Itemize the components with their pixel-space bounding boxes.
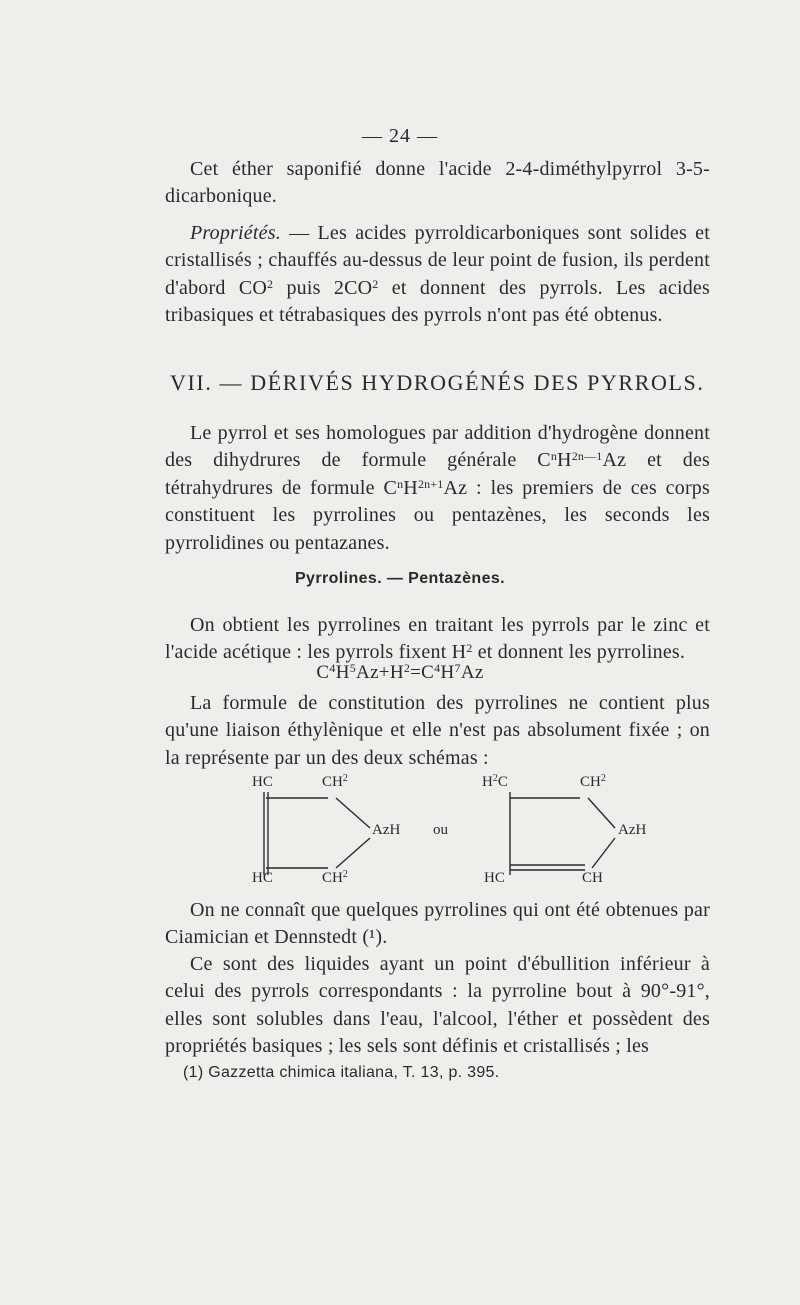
properties-sup-2: 2 <box>372 276 379 291</box>
right-top-right-label: $CH^2$ <box>580 773 606 790</box>
properties-sup-1: 2 <box>267 276 274 291</box>
intro-paragraph: Cet éther saponifié donne l'acide 2-4-diméthylpyrrol 3-5-dicarbonique. <box>165 158 710 208</box>
obtain-sup-1: 2 <box>466 641 473 656</box>
eq-az1: Az+H <box>356 662 404 683</box>
page-number: — 24 — <box>362 125 438 147</box>
formula-paragraph: La formule de constitution des pyrrolines ne contient plus qu'une liaison éthylènique et elle n'est pas absolument fixée ; on la représente par un des deux schémas : <box>165 692 710 769</box>
left-upper-diagonal <box>336 798 370 828</box>
or-label: ou <box>433 822 448 838</box>
properties-paragraph-block <box>165 220 710 330</box>
section-title: VII. — DÉRIVÉS HYDROGÉNÉS DES PYRROLS. <box>170 370 705 395</box>
properties-text-1: — Les acides pyrroldicarboniques sont solides et cristallisés ; chauffés au-dessus de leur point de fusion, ils perdent d'abord CO <box>165 222 710 299</box>
eq-h2: H <box>440 662 455 683</box>
eq-s2: 5 <box>349 661 357 675</box>
right-upper-diagonal <box>588 798 615 828</box>
properties-label: Propriétés. <box>190 222 281 244</box>
sub-heading: Pyrrolines. — Pentazènes. <box>294 570 506 587</box>
eq-c1: C <box>316 662 330 683</box>
hydro-sup-2: 2n—1 <box>571 449 603 464</box>
pyrroline-schemas <box>200 770 680 895</box>
left-azh-label: AzH <box>372 822 401 838</box>
eq-s5: 7 <box>454 661 461 675</box>
right-lower-diagonal <box>592 838 615 868</box>
left-bottom-right-label: $CH^2$ <box>322 869 348 886</box>
hydro-text-1: Le pyrrol et ses homologues par addition d'hydrogène donnent des dihydrures de formule générale C <box>165 422 710 472</box>
left-top-left-label: HC <box>252 774 273 790</box>
eq-h1: H <box>335 662 350 683</box>
properties-paragraph <box>165 220 710 330</box>
eq-equals: =C <box>410 662 435 683</box>
properties-text-2: puis 2CO <box>273 276 373 299</box>
eq-s4: 4 <box>434 661 441 675</box>
right-ring-bonds <box>510 792 615 875</box>
hydrogenated-paragraph-block <box>165 420 710 557</box>
left-lower-diagonal <box>336 838 370 868</box>
obtain-paragraph-block <box>165 612 710 667</box>
reaction-equation <box>0 662 800 684</box>
hydro-sup-3: n <box>397 476 404 491</box>
formula-paragraph-block <box>165 690 710 772</box>
known-paragraph: On ne connaît que quelques pyrrolines qui ont été obtenues par Ciamician et Dennstedt (¹). <box>165 899 710 949</box>
obtain-text-1: On obtient les pyrrolines en traitant les pyrrols par le zinc et l'acide acétique : les pyrrols fixent H <box>165 614 710 664</box>
hydro-text-2: H <box>557 449 572 472</box>
hydro-sup-4: 2n+1 <box>417 476 444 491</box>
hydro-text-3: Az et des tétrahydrures de formule C <box>165 449 711 499</box>
left-bottom-left-label: HC <box>252 870 273 886</box>
hydro-sup-1: n <box>550 449 558 464</box>
eq-s1: 4 <box>329 661 336 675</box>
hydro-text-5: Az : les premiers de ces corps constituent les pyrrolines ou pentazènes, les seconds les pyrrolidines ou pentazanes. <box>165 476 710 554</box>
properties-text-3: et donnent des pyrrols. Les acides tribasiques et tétrabasiques des pyrrols n'ont pas été obtenus. <box>165 276 710 327</box>
intro-paragraph-block <box>165 156 710 211</box>
footnote: (1) Gazzetta chimica italiana, T. 13, p. 395. <box>183 1064 500 1081</box>
hydrogenated-paragraph <box>165 420 710 557</box>
hydro-text-4: H <box>403 476 418 499</box>
eq-s3: 2 <box>403 661 411 675</box>
right-bottom-left-label: HC <box>484 870 505 886</box>
right-top-left-label: $H^2C$ <box>482 773 508 790</box>
left-top-right-label: $CH^2$ <box>322 773 348 790</box>
obtain-text-2: et donnent les pyrrolines. <box>472 641 686 664</box>
obtain-paragraph <box>165 612 710 667</box>
right-azh-label: AzH <box>618 822 647 838</box>
liquids-paragraph: Ce sont des liquides ayant un point d'ébullition inférieur à celui des pyrrols correspondants : la pyrroline bout à 90°-91°, elles sont solubles dans l'eau, l'alcool, l'éther et possèdent des propriétés basiques ; les sels sont définis et cristallisés ; les <box>165 953 710 1058</box>
eq-az2: Az <box>460 662 484 683</box>
known-paragraph-block <box>165 897 710 952</box>
right-bottom-right-label: CH <box>582 870 603 886</box>
liquids-paragraph-block <box>165 951 710 1061</box>
left-ring-bonds <box>264 792 370 875</box>
